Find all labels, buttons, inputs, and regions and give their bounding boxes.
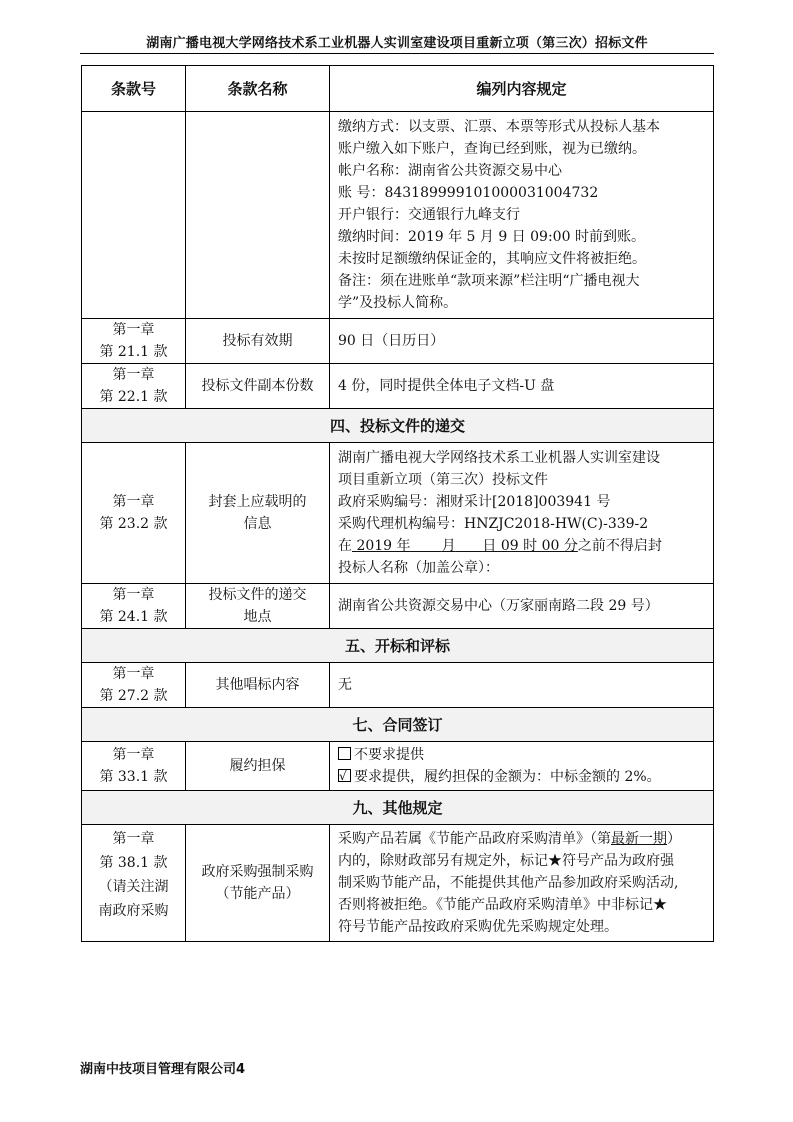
- payment-line: 缴纳时间：2019 年 5 月 9 日 09:00 时前到账。: [338, 229, 645, 245]
- clause-number: 第一章 第 27.2 款: [82, 663, 186, 708]
- table-row-24-1: [82, 584, 714, 629]
- payment-line: 缴纳方式：以支票、汇票、本票等形式从投标人基本: [338, 119, 660, 135]
- clause-name: 政府采购强制采购 （节能产品）: [186, 825, 330, 942]
- option-required: √要求提供，履约担保的金额为：中标金额的 2%。: [338, 766, 707, 788]
- clause-name: 封套上应载明的 信息: [186, 443, 330, 584]
- clause-name: 投标文件副本份数: [186, 364, 330, 409]
- seal-time-line: 在 2019 年 月 日 09 时 00 分之前不得启封: [338, 538, 662, 554]
- section-row-4: [82, 409, 714, 443]
- performance-bond-options: [330, 742, 714, 791]
- header-rule: [80, 53, 714, 54]
- document-header: 湖南广播电视大学网络技术系工业机器人实训室建设项目重新立项（第三次）招标文件: [146, 36, 648, 51]
- option-not-required: 不要求提供: [338, 744, 707, 766]
- payment-line: 帐户名称：湖南省公共资源交易中心: [338, 163, 562, 179]
- payment-details: [330, 112, 714, 319]
- table-row-27-2: [82, 663, 714, 708]
- clause-name: 履约担保: [186, 742, 330, 791]
- document-footer: 湖南中技项目管理有限公司4: [80, 1062, 246, 1077]
- clause-content: 无: [330, 663, 714, 708]
- clause-number: 第一章 第 22.1 款: [82, 364, 186, 409]
- payment-line: 备注：须在进账单“款项来源”栏注明“广播电视大: [338, 273, 640, 289]
- bid-terms-table: [81, 65, 714, 942]
- col-header-content: 编列内容规定: [330, 66, 714, 112]
- energy-saving-rules: 采购产品若属《节能产品政府采购清单》（第最新一期） 内的，除财政部另有规定外，标记★符号产品为政府强 制采购节能产品，不能提供其他产品参加政府采购活动, 否则将被拒绝。《节能产品政府采购清单》中非标记★ 符号节能产品按政府采购优先采购规定处理。: [330, 825, 714, 942]
- section-title: 四、投标文件的递交: [82, 409, 714, 443]
- section-title: 五、开标和评标: [82, 629, 714, 663]
- payment-line: 账 号：843189999101000031004732: [338, 185, 599, 201]
- envelope-info: 湖南广播电视大学网络技术系工业机器人实训室建设 项目重新立项（第三次）投标文件 政府采购编号：湘财采计[2018]003941 号 采购代理机构编号：HNZJC2018-HW(C)-339-2 在 2019 年 月 日 09 时 00 分之前不得启封 投标人名称（加盖公章）：: [330, 443, 714, 584]
- cell-empty: [186, 112, 330, 319]
- payment-line: 账户缴入如下账户，查询已经到账，视为已缴纳。: [338, 141, 646, 157]
- clause-name: 投标有效期: [186, 319, 330, 364]
- clause-number: 第一章 第 38.1 款 （请关注湖 南政府采购: [82, 825, 186, 942]
- checked-box-icon: [338, 769, 351, 782]
- cell-empty: [82, 112, 186, 319]
- payment-line: 学”及投标人简称。: [338, 295, 458, 311]
- section-row-9: [82, 791, 714, 825]
- table-row-33-1: [82, 742, 714, 791]
- payment-line: 未按时足额缴纳保证金的，其响应文件将被拒绝。: [338, 251, 646, 267]
- clause-content: 湖南省公共资源交易中心（万家丽南路二段 29 号）: [330, 584, 714, 629]
- payment-line: 开户银行：交通银行九峰支行: [338, 207, 520, 223]
- clause-number: 第一章 第 21.1 款: [82, 319, 186, 364]
- clause-number: 第一章 第 33.1 款: [82, 742, 186, 791]
- section-title: 九、其他规定: [82, 791, 714, 825]
- clause-content: 90 日（日历日）: [330, 319, 714, 364]
- clause-content: 4 份，同时提供全体电子文档-U 盘: [330, 364, 714, 409]
- section-row-7: [82, 708, 714, 742]
- section-title: 七、合同签订: [82, 708, 714, 742]
- table-row-23-2: [82, 443, 714, 584]
- table-row-22-1: [82, 364, 714, 409]
- section-row-5: [82, 629, 714, 663]
- table-row-payment: [82, 112, 714, 319]
- clause-number: 第一章 第 24.1 款: [82, 584, 186, 629]
- clause-name: 其他唱标内容: [186, 663, 330, 708]
- table-row-21-1: [82, 319, 714, 364]
- table-row-38-1: [82, 825, 714, 942]
- table-header-row: [82, 66, 714, 112]
- col-header-clause-no: 条款号: [82, 66, 186, 112]
- clause-name: 投标文件的递交 地点: [186, 584, 330, 629]
- col-header-clause-name: 条款名称: [186, 66, 330, 112]
- unchecked-box-icon: [338, 747, 351, 760]
- clause-number: 第一章 第 23.2 款: [82, 443, 186, 584]
